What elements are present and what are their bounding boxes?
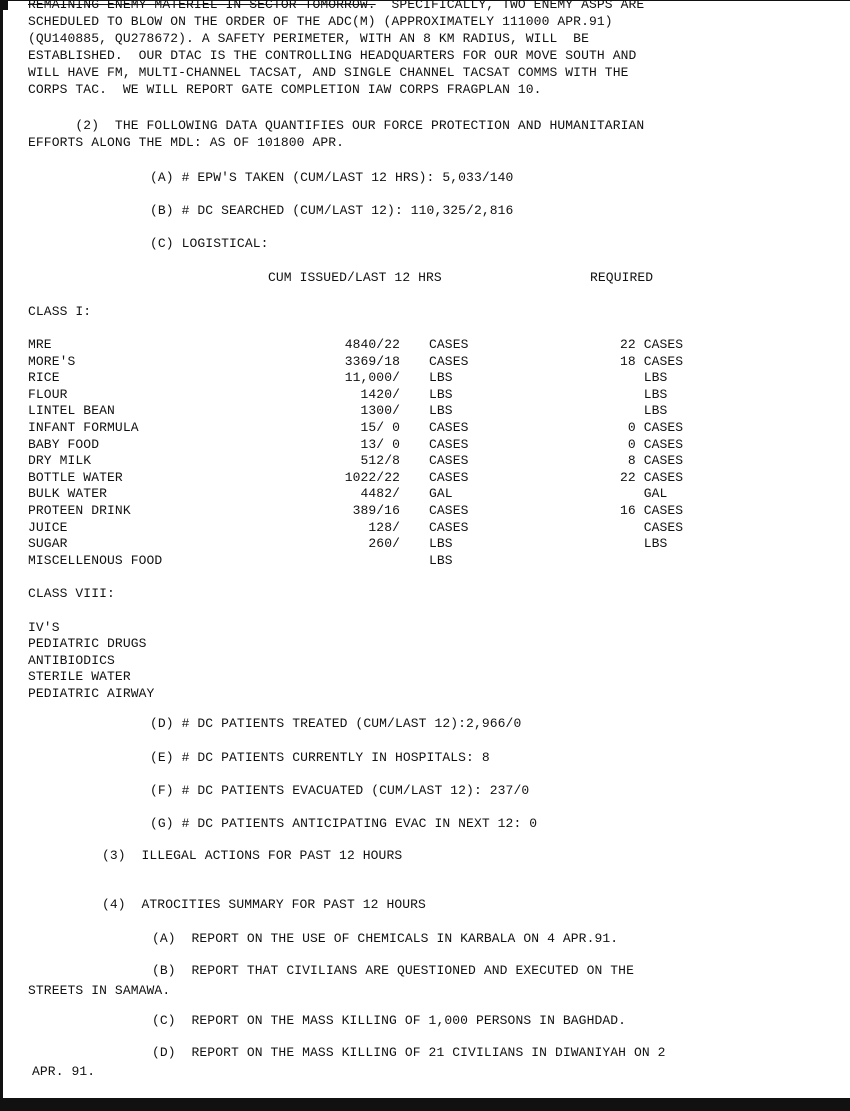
table-row: [0, 486, 850, 503]
para-2-item-g: (G) # DC PATIENTS ANTICIPATING EVAC IN NEXT 12: 0: [150, 816, 538, 831]
para-2-item-b: (B) # DC SEARCHED (CUM/LAST 12): 110,325/2,816: [150, 203, 514, 218]
row-unit: CASES: [429, 453, 469, 469]
table-row: [0, 453, 850, 470]
row-required: GAL: [620, 486, 668, 502]
row-cum-issued: 11,000/: [344, 370, 400, 386]
row-unit: CASES: [429, 420, 469, 435]
row-required: LBS: [620, 536, 668, 552]
row-unit: CASES: [429, 503, 469, 518]
intro-line-6: CORPS TAC. WE WILL REPORT GATE COMPLETION IAW CORPS FRAGPLAN 10.: [28, 82, 542, 97]
row-unit: CASES: [429, 337, 469, 352]
row-unit: CASES: [429, 436, 469, 452]
row-item-name: RICE: [28, 370, 60, 386]
table-row: [0, 437, 850, 454]
page-corner-mark: [3, 0, 8, 10]
row-item-name: BOTTLE WATER: [28, 469, 123, 485]
intro-line-1: [28, 0, 644, 14]
list-item: IV'S: [28, 620, 60, 635]
row-cum-issued: 13/ 0: [360, 436, 400, 452]
row-required: 16 CASES: [620, 503, 684, 518]
row-item-name: BABY FOOD: [28, 436, 100, 452]
row-item-name: MORE'S: [28, 353, 76, 369]
row-item-name: DRY MILK: [28, 453, 92, 469]
list-item: ANTIBIODICS: [28, 652, 115, 668]
row-unit: LBS: [429, 386, 453, 402]
row-cum-issued: 1300/: [360, 403, 400, 419]
row-required: LBS: [620, 403, 668, 419]
row-item-name: BULK WATER: [28, 486, 108, 502]
para-4-item-a: (A) REPORT ON THE USE OF CHEMICALS IN KARBALA ON 4 APR.91.: [152, 931, 619, 946]
row-cum-issued: 1420/: [360, 386, 400, 402]
row-cum-issued: 4482/: [360, 486, 400, 502]
para-2-line-2: EFFORTS ALONG THE MDL: AS OF 101800 APR.: [28, 135, 345, 150]
row-required: 22 CASES: [620, 469, 684, 485]
row-unit: LBS: [429, 552, 453, 568]
row-item-name: FLOUR: [28, 386, 68, 402]
row-item-name: MRE: [28, 337, 52, 352]
para-4-item-c: (C) REPORT ON THE MASS KILLING OF 1,000 PERSONS IN BAGHDAD.: [152, 1013, 627, 1028]
intro-line-3: (QU140885, QU278672). A SAFETY PERIMETER, WITH AN 8 KM RADIUS, WILL BE: [28, 31, 589, 46]
row-cum-issued: 1022/22: [344, 469, 400, 485]
row-required: 18 CASES: [620, 353, 684, 369]
para-4-item-b-line-2: STREETS IN SAMAWA.: [28, 983, 171, 998]
table-row: [0, 337, 850, 354]
row-cum-issued: 128/: [368, 519, 400, 535]
row-cum-issued: 260/: [368, 536, 400, 552]
para-4-title: (4) ATROCITIES SUMMARY FOR PAST 12 HOURS: [102, 897, 426, 912]
table-row: [0, 420, 850, 437]
row-unit: GAL: [429, 486, 453, 502]
table-header-required: REQUIRED: [590, 270, 654, 285]
row-cum-issued: 4840/22: [344, 337, 400, 352]
row-unit: LBS: [429, 370, 453, 386]
row-unit: CASES: [429, 469, 469, 485]
para-2-line-1: (2) THE FOLLOWING DATA QUANTIFIES OUR FORCE PROTECTION AND HUMANITARIAN: [28, 118, 645, 133]
para-2-item-a: (A) # EPW'S TAKEN (CUM/LAST 12 HRS): 5,033/140: [150, 170, 514, 185]
table-row: [0, 470, 850, 487]
row-item-name: LINTEL BEAN: [28, 403, 115, 419]
row-item-name: SUGAR: [28, 536, 68, 552]
table-row: [0, 503, 850, 520]
row-required: 0 CASES: [620, 420, 684, 435]
para-4-item-b-line-1: (B) REPORT THAT CIVILIANS ARE QUESTIONED AND EXECUTED ON THE: [152, 963, 634, 978]
row-required: 22 CASES: [620, 337, 684, 352]
row-unit: CASES: [429, 353, 469, 369]
class-8-label: CLASS VIII:: [28, 586, 115, 601]
row-unit: CASES: [429, 519, 469, 535]
row-required: 8 CASES: [620, 453, 684, 469]
list-item: STERILE WATER: [28, 669, 131, 685]
intro-line-1-rest: SPECIFICALLY, TWO ENEMY ASPS ARE: [375, 0, 645, 12]
list-item: PEDIATRIC AIRWAY: [28, 685, 155, 701]
class-1-label: CLASS I:: [28, 304, 92, 319]
table-header-cum: CUM ISSUED/LAST 12 HRS: [268, 270, 442, 285]
table-row: [0, 536, 850, 553]
para-2-item-e: (E) # DC PATIENTS CURRENTLY IN HOSPITALS: 8: [150, 750, 490, 765]
intro-line-5: WILL HAVE FM, MULTI-CHANNEL TACSAT, AND SINGLE CHANNEL TACSAT COMMS WITH THE: [28, 65, 629, 80]
para-3: (3) ILLEGAL ACTIONS FOR PAST 12 HOURS: [102, 848, 403, 863]
row-required: LBS: [620, 386, 668, 402]
row-cum-issued: 3369/18: [344, 353, 400, 369]
row-cum-issued: 389/16: [352, 503, 400, 518]
row-item-name: INFANT FORMULA: [28, 420, 139, 435]
list-item: PEDIATRIC DRUGS: [28, 636, 147, 652]
para-4-item-d-line-1: (D) REPORT ON THE MASS KILLING OF 21 CIVILIANS IN DIWANIYAH ON 2: [152, 1045, 666, 1060]
row-item-name: JUICE: [28, 519, 68, 535]
row-cum-issued: 15/ 0: [360, 420, 400, 435]
row-required: 0 CASES: [620, 436, 684, 452]
row-unit: LBS: [429, 403, 453, 419]
para-2-item-d: (D) # DC PATIENTS TREATED (CUM/LAST 12):2,966/0: [150, 716, 522, 731]
row-item-name: PROTEEN DRINK: [28, 503, 131, 518]
table-row: [0, 553, 850, 570]
table-row: [0, 403, 850, 420]
intro-line-4: ESTABLISHED. OUR DTAC IS THE CONTROLLING HEADQUARTERS FOR OUR MOVE SOUTH AND: [28, 48, 637, 63]
table-row: [0, 520, 850, 537]
table-row: [0, 387, 850, 404]
para-2-item-c: (C) LOGISTICAL:: [150, 236, 269, 251]
row-item-name: MISCELLENOUS FOOD: [28, 552, 163, 568]
row-required: LBS: [620, 370, 668, 386]
row-unit: LBS: [429, 536, 453, 552]
table-row: [0, 354, 850, 371]
row-required: CASES: [620, 519, 684, 535]
intro-struck-text: REMAINING ENEMY MATERIEL IN SECTOR TOMORROW.: [28, 0, 376, 12]
row-cum-issued: 512/8: [360, 453, 400, 469]
table-row: [0, 370, 850, 387]
page-edge-bottom: [0, 1098, 850, 1111]
para-4-item-d-line-2: APR. 91.: [32, 1064, 96, 1079]
intro-line-2: SCHEDULED TO BLOW ON THE ORDER OF THE ADC(M) (APPROXIMATELY 111000 APR.91): [28, 14, 613, 29]
para-2-item-f: (F) # DC PATIENTS EVACUATED (CUM/LAST 12): 237/0: [150, 783, 530, 798]
